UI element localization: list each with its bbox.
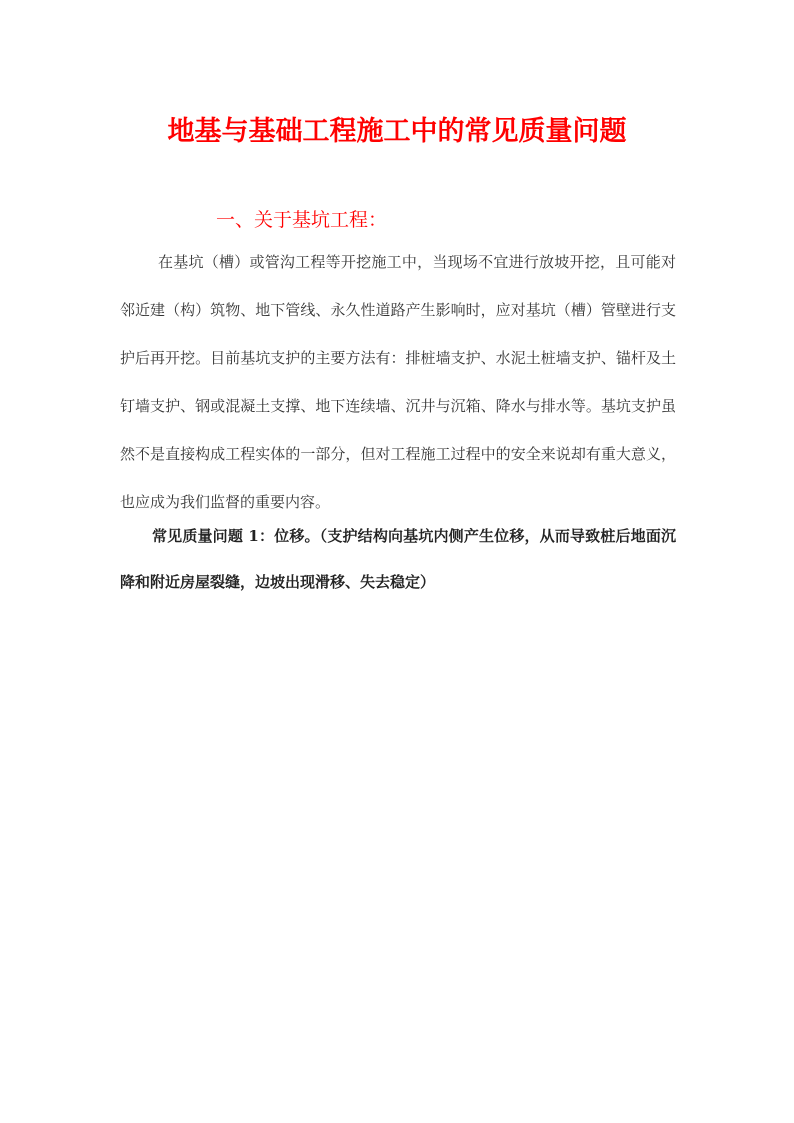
section-heading: 一、关于基坑工程： <box>216 209 388 231</box>
document-title: 地基与基础工程施工中的常见质量问题 <box>167 116 627 147</box>
body-paragraph: 在基坑（槽）或管沟工程等开挖施工中，当现场不宜进行放坡开挖，且可能对邻近建（构）筑物、地下管线、永久性道路产生影响时，应对基坑（槽）管壁进行支护后再开挖。目前基坑支护的主要方法有：排桩墙支护、水泥土桩墙支护、锚杆及土钉墙支护、钢或混凝土支撑、地下连续墙、沉井与沉箱、降水与排水等。基坑支护虽然不是直接构成工程实体的一部分，但对工程施工过程中的安全来说却有重大意义，也应成为我们监督的重要内容。 <box>120 253 676 511</box>
quality-issue-paragraph: 常见质量问题 1：位移。（支护结构向基坑内侧产生位移，从而导致桩后地面沉降和附近房屋裂缝，边坡出现滑移、失去稳定） <box>120 527 676 591</box>
